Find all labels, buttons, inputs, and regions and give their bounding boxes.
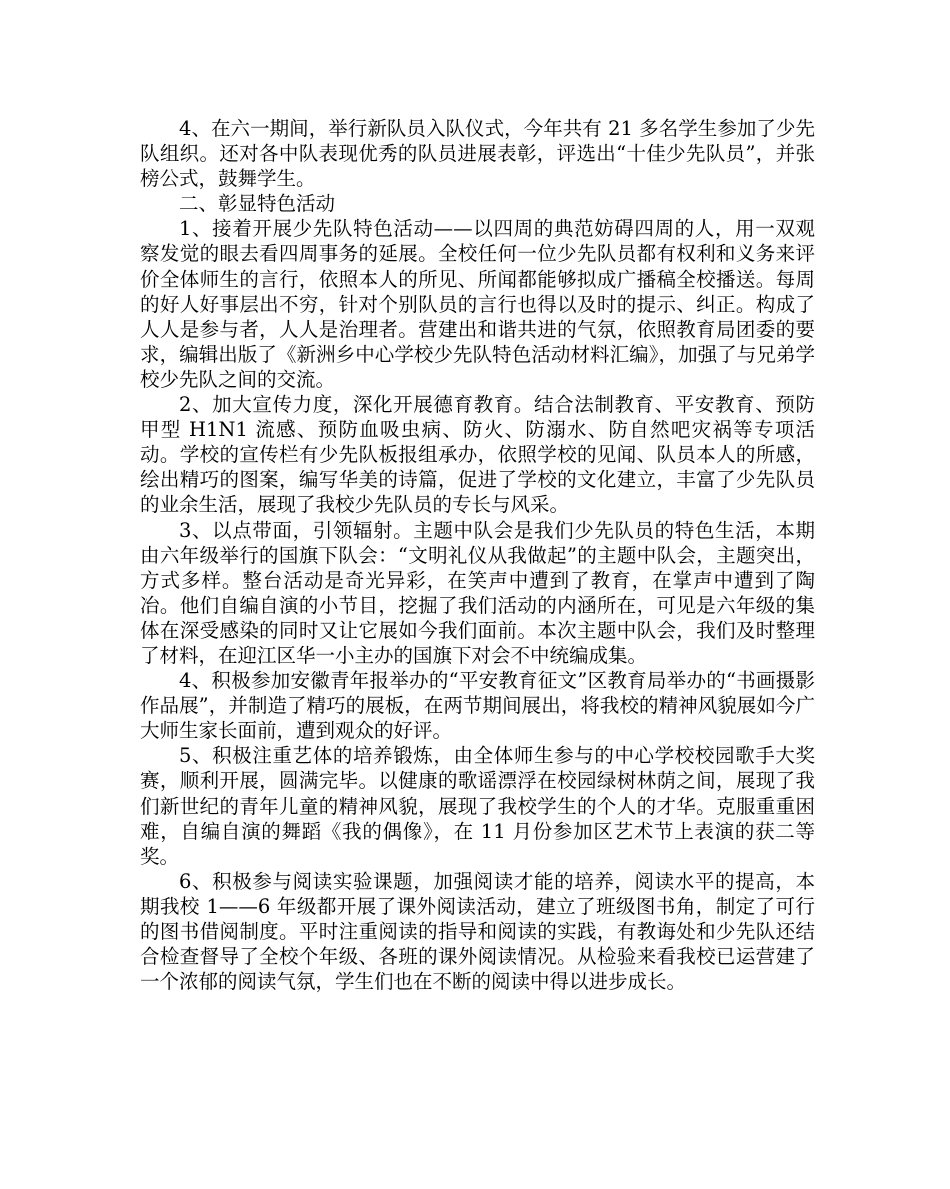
paragraph-special-activity-5: 5、积极注重艺体的培养锻炼，由全体师生参与的中心学校校园歌手大奖赛，顺利开展，圆满完毕。以健康的歌谣漂浮在校园绿树林荫之间，展现了我们新世纪的青年儿童的精神风貌，展现了我校学生的个人的才华。克服重重困难，自编自演的舞蹈《我的偶像》，在 11 月份参加区艺术节上表演的获二等奖。 bbox=[140, 744, 815, 868]
section-heading-special-activities: 二、彰显特色活动 bbox=[179, 192, 336, 216]
paragraph-special-activity-1: 1、接着开展少先队特色活动——以四周的典范妨碍四周的人，用一双观察发觉的眼去看四周事务的延展。全校任何一位少先队员都有权利和义务来评价全体师生的言行，依照本人的所见、所闻都能够拟成广播稿全校播送。每周的好人好事层出不穷，针对个别队员的言行也得以及时的提示、纠正。构成了人人是参与者，人人是治理者。营建出和谐共进的气氛，依照教育局团委的要求，编辑出版了《新洲乡中心学校少先队特色活动材料汇编》，加强了与兄弟学校少先队之间的交流。 bbox=[140, 217, 815, 391]
paragraph-special-activity-4: 4、积极参加安徽青年报举办的“平安教育征文”区教育局举办的“书画摄影作品展”，并制造了精巧的展板，在两节期间展出，将我校的精神风貌展如今广大师生家长面前，遭到观众的好评。 bbox=[140, 669, 815, 743]
document-body bbox=[140, 116, 815, 994]
paragraph-special-activity-2: 2、加大宣传力度，深化开展德育教育。结合法制教育、平安教育、预防甲型 H1N1 流感、预防血吸虫病、防火、防溺水、防自然吧灾祸等专项活动。学校的宣传栏有少先队板报组承办，依照学校的见闻、队员本人的所感，绘出精巧的图案，编写华美的诗篇，促进了学校的文化建立，丰富了少先队员的业余生活，展现了我校少先队员的专长与风采。 bbox=[140, 393, 815, 517]
paragraph-new-members: 4、在六一期间，举行新队员入队仪式，今年共有 21 多名学生参加了少先队组织。还对各中队表现优秀的队员进展表彰，评选出“十佳少先队员”，并张榜公式，鼓舞学生。 bbox=[140, 117, 815, 191]
paragraph-special-activity-3: 3、以点带面，引领辐射。主题中队会是我们少先队员的特色生活，本期由六年级举行的国旗下队会：“文明礼仪从我做起”的主题中队会，主题突出，方式多样。整台活动是奇光异彩，在笑声中遭到了教育，在掌声中遭到了陶冶。他们自编自演的小节目，挖掘了我们活动的内涵所在，可见是六年级的集体在深受感染的同时又让它展如今我们面前。本次主题中队会，我们及时整理了材料，在迎江区华一小主办的国旗下对会不中统编成集。 bbox=[140, 518, 815, 667]
paragraph-special-activity-6: 6、积极参与阅读实验课题，加强阅读才能的培养，阅读水平的提高，本期我校 1——6 年级都开展了课外阅读活动，建立了班级图书角，制定了可行的图书借阅制度。平时注重阅读的指导和阅读的实践，有教诲处和少先队还结合检查督导了全校个年级、各班的课外阅读情况。从检验来看我校已运营建了一个浓郁的阅读气氛，学生们也在不断的阅读中得以进步成长。 bbox=[140, 869, 815, 994]
